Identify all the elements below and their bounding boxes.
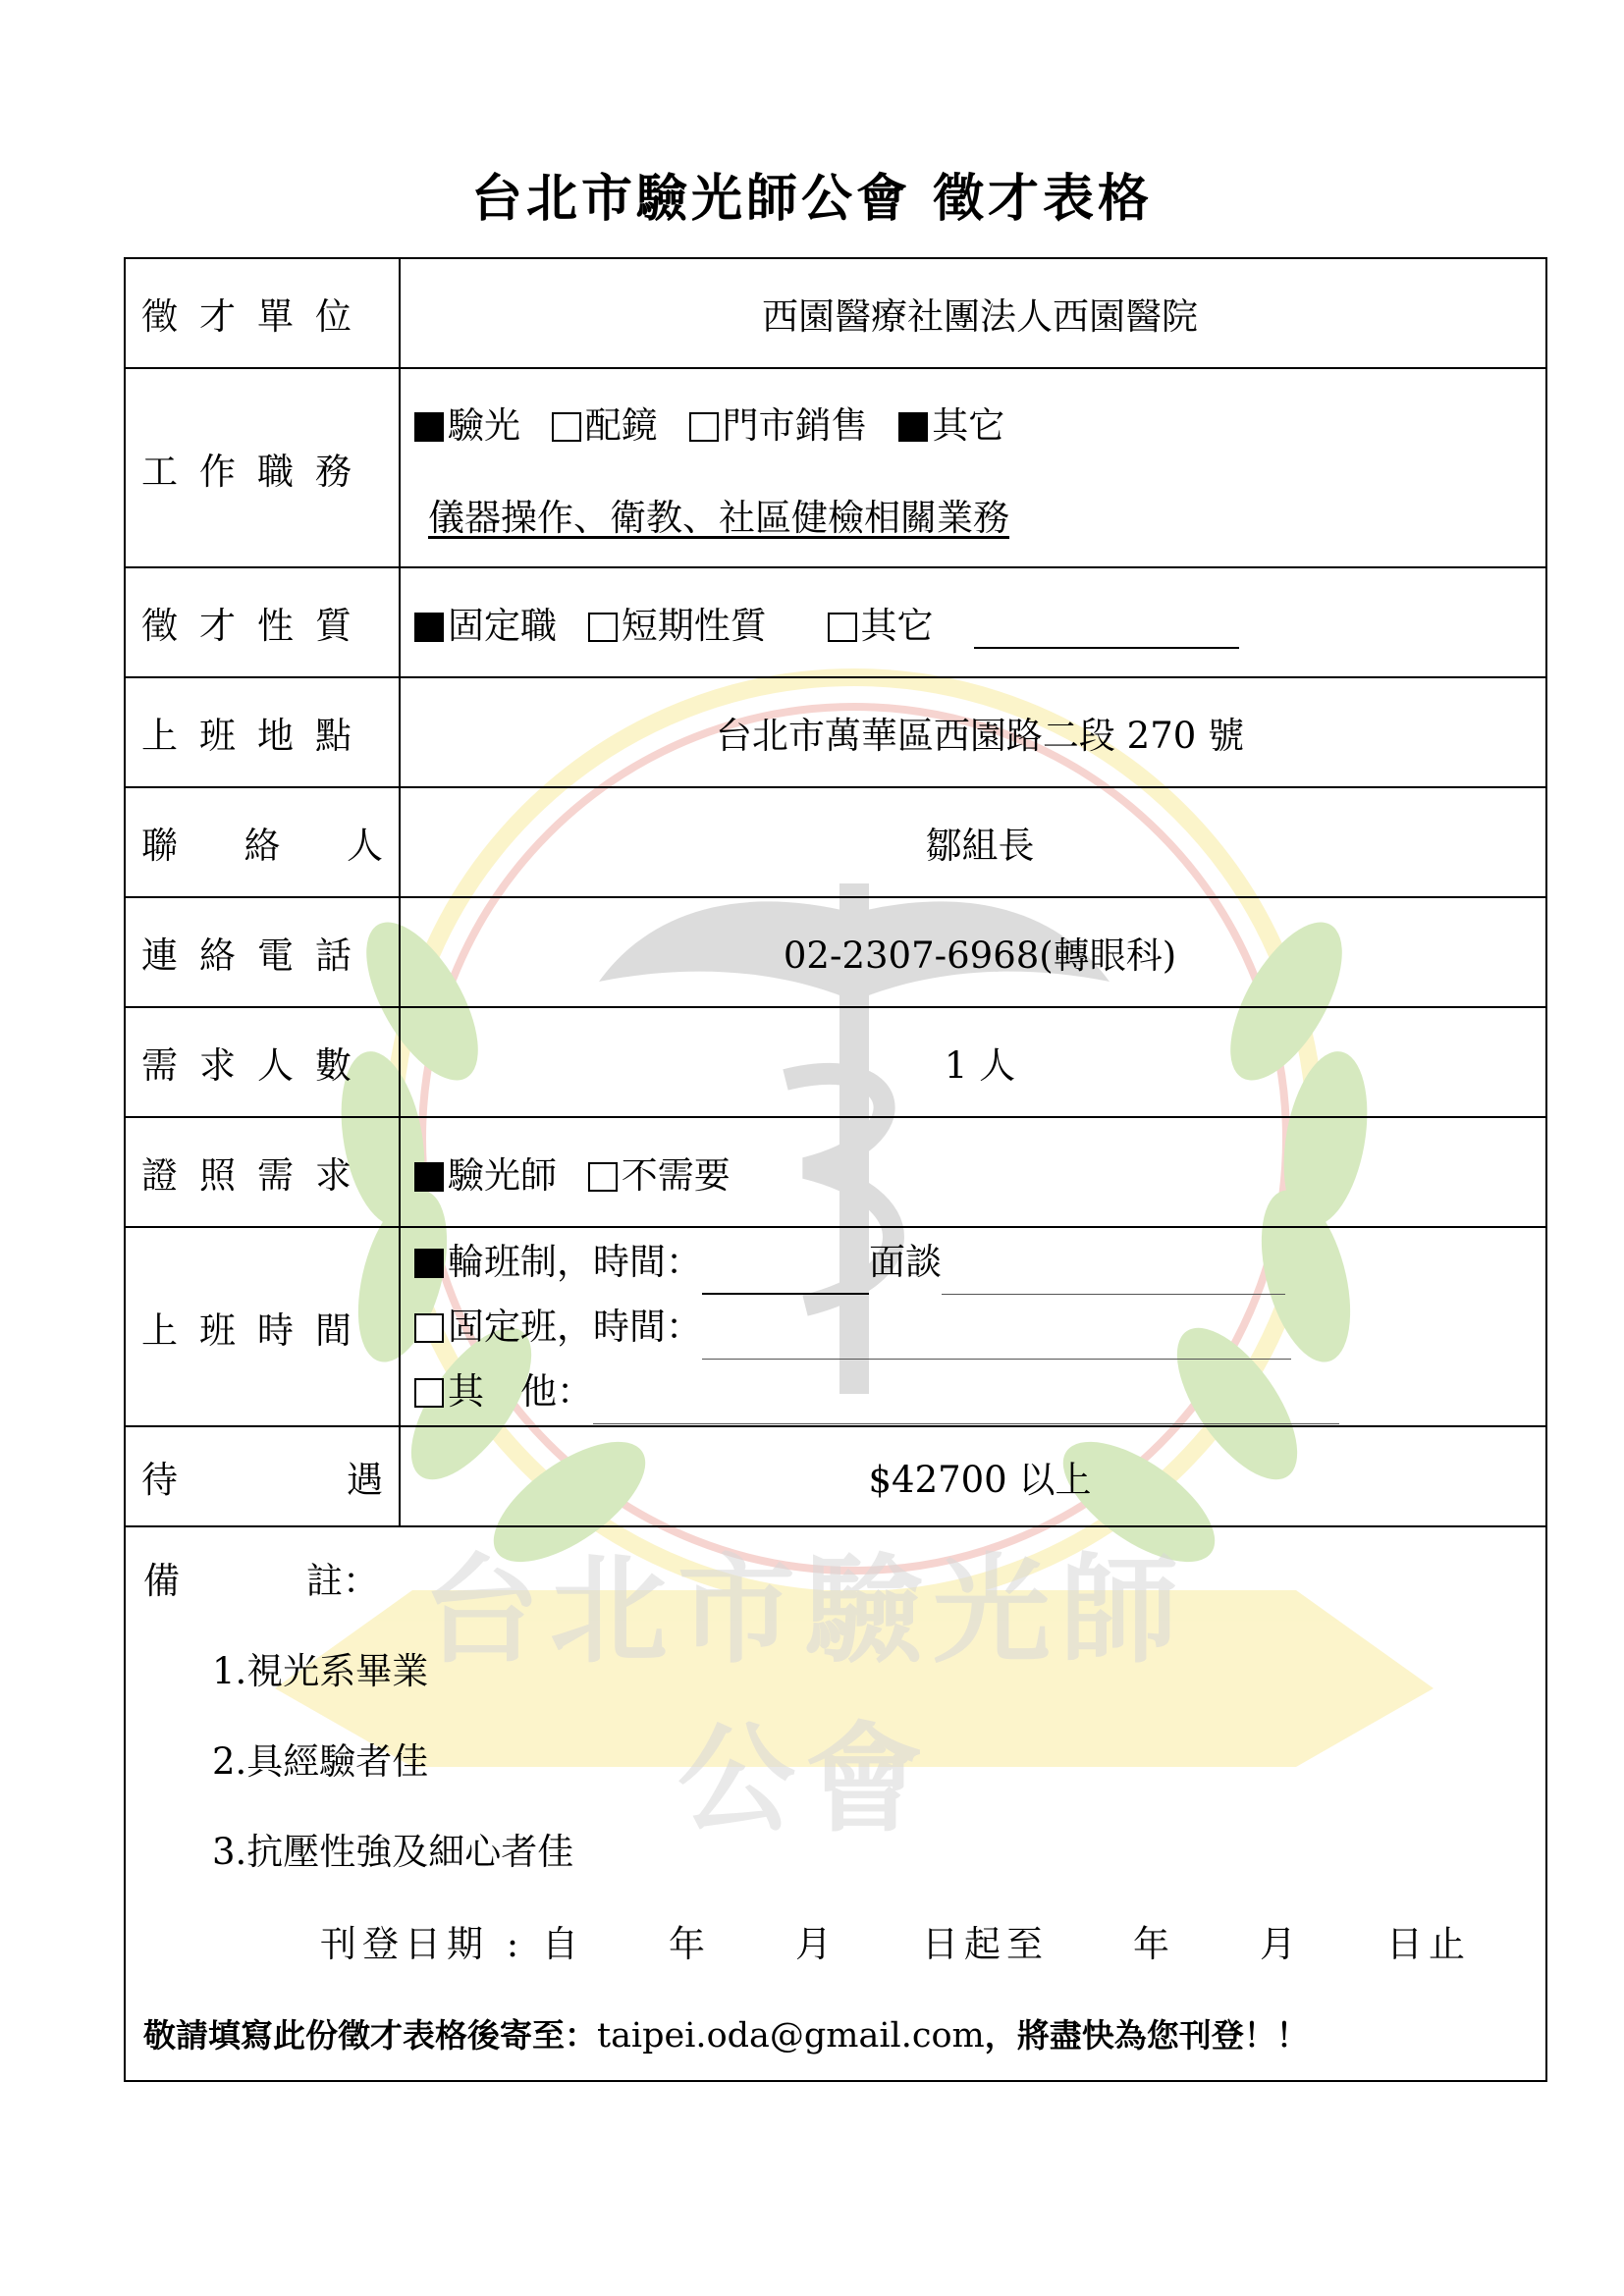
value-phone[interactable]: 02-2307-6968(轉眼科) [400,897,1546,1007]
checkbox-unchecked[interactable] [689,412,719,442]
checkbox-checked[interactable] [898,412,928,442]
value-salary[interactable]: $42700 以上 [400,1426,1546,1526]
row-notes [125,1526,1546,2081]
value-nature [400,567,1546,677]
submission-instructions: 敬請填寫此份徵才表格後寄至：taipei.oda@gmail.com，將盡快為您刊登！！ [143,2016,1309,2056]
label-license: 證照需求 [125,1117,400,1227]
hours-fixed[interactable]: 固定班，時間： [414,1295,1545,1360]
duty-options [414,396,1545,449]
label-unit: 徵才單位 [125,258,400,368]
checkbox-unchecked[interactable] [828,613,857,642]
duty-description[interactable]: 儀器操作、衛教、社區健檢相關業務 [428,496,1009,539]
row-phone [125,897,1546,1007]
contact-email[interactable]: taipei.oda@gmail.com [597,2016,985,2056]
option-not-required[interactable]: 不需要 [588,1154,731,1197]
label-contact: 聯 絡 人 [125,787,400,897]
watermark-text: 台北市驗光師公會 [422,1543,1188,1848]
option-optometry[interactable]: 驗光 [414,404,520,447]
row-license [125,1117,1546,1227]
row-duties [125,368,1546,567]
other-time-blank[interactable] [593,1423,1339,1424]
value-hours [400,1227,1546,1426]
recruitment-form [124,257,1547,2082]
value-license [400,1117,1546,1227]
note-item: 2.具經驗者佳 [212,1740,429,1783]
checkbox-unchecked[interactable] [552,412,581,442]
option-other[interactable]: 其它 [898,404,1004,447]
row-nature [125,567,1546,677]
value-contact[interactable]: 鄒組長 [400,787,1546,897]
publish-date[interactable]: 刊登日期 : 自 年 月 日起至 年 月 日止 [320,1923,1471,1965]
label-duties: 工作職務 [125,368,400,567]
value-location[interactable]: 台北市萬華區西園路二段 270 號 [400,677,1546,787]
notes-label: 備 註： [143,1560,379,1602]
row-location [125,677,1546,787]
form-table [124,257,1547,2082]
label-location: 上班地點 [125,677,400,787]
nature-other-blank[interactable] [974,647,1239,649]
notes-cell [125,1526,1546,2081]
option-optometrist[interactable]: 驗光師 [414,1154,557,1197]
checkbox-checked[interactable] [414,1162,444,1192]
option-nature-other[interactable]: 其它 [828,605,934,647]
checkbox-unchecked[interactable] [414,1378,444,1408]
value-duties [400,368,1546,567]
checkbox-checked[interactable] [414,1249,444,1278]
hours-shift[interactable]: 輪班制，時間： 面談 [414,1230,1545,1295]
label-headcount: 需求人數 [125,1007,400,1117]
label-salary: 待 遇 [125,1426,400,1526]
option-retail[interactable]: 門市銷售 [689,404,868,447]
label-hours: 上班時間 [125,1227,400,1426]
checkbox-unchecked[interactable] [588,613,618,642]
hours-other[interactable]: 其 他： [414,1360,1545,1424]
row-headcount [125,1007,1546,1117]
note-item: 1.視光系畢業 [212,1650,429,1692]
option-dispensing[interactable]: 配鏡 [552,404,658,447]
row-hours [125,1227,1546,1426]
page-title: 台北市驗光師公會 徵才表格 [470,170,1154,229]
option-short-term[interactable]: 短期性質 [588,605,767,647]
checkbox-checked[interactable] [414,412,444,442]
label-nature: 徵才性質 [125,567,400,677]
row-salary [125,1426,1546,1526]
label-phone: 連絡電話 [125,897,400,1007]
value-headcount[interactable]: 1 人 [400,1007,1546,1117]
checkbox-checked[interactable] [414,613,444,642]
row-unit [125,258,1546,368]
value-unit[interactable]: 西園醫療社團法人西園醫院 [400,258,1546,368]
option-full-time[interactable]: 固定職 [414,605,557,647]
checkbox-unchecked[interactable] [414,1313,444,1343]
row-contact [125,787,1546,897]
note-item: 3.抗壓性強及細心者佳 [212,1831,574,1873]
checkbox-unchecked[interactable] [588,1162,618,1192]
